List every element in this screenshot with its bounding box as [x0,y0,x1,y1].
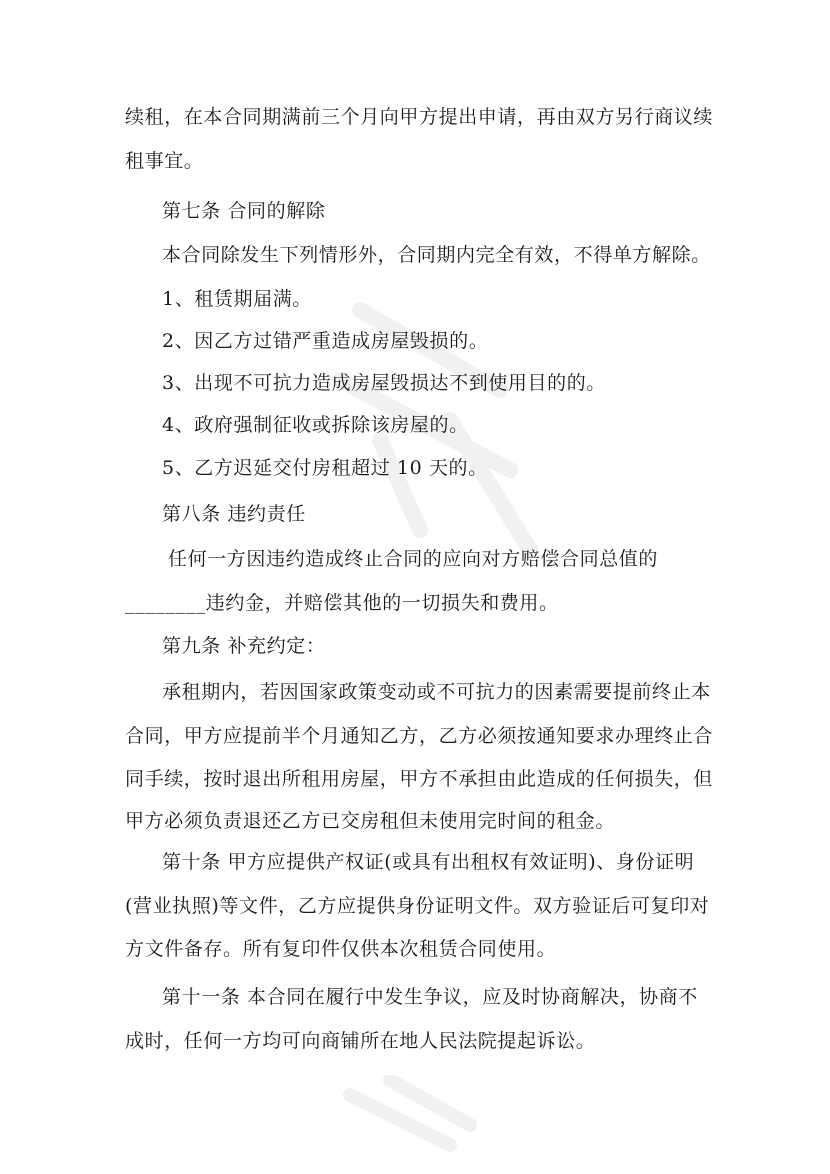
list-item: 4、政府强制征收或拆除该房屋的。 [162,414,469,436]
text-line: 承租期内，若因国家政策变动或不可抗力的因素需要提前终止本 [162,681,711,703]
text-line: (营业执照)等文件，乙方应提供身份证明文件。双方验证后可复印对 [125,895,710,917]
list-item: 5、乙方迟延交付房租超过 10 天的。 [162,457,488,479]
text-line: 任何一方因违约造成终止合同的应向对方赔偿合同总值的 [168,548,659,570]
list-item: 1、租赁期届满。 [162,288,312,310]
text-line: 本合同除发生下列情形外，合同期内完全有效，不得单方解除。 [162,244,711,266]
article-heading: 第七条 合同的解除 [162,200,326,222]
watermark-mark [330,1075,480,1174]
text-line: 甲方必须负责退还乙方已交房租但未使用完时间的租金。 [125,810,616,832]
article-heading: 第八条 违约责任 [162,503,306,525]
text-line: 方文件备存。所有复印件仅供本次租赁合同使用。 [125,938,557,960]
text-line: 同手续，按时退出所租用房屋，甲方不承担由此造成的任何损失，但 [125,768,714,790]
list-item: 2、因乙方过错严重造成房屋毁损的。 [162,330,489,352]
text-line: 第十条 甲方应提供产权证(或具有出租权有效证明)、身份证明 [162,851,695,873]
text-line: 第十一条 本合同在履行中发生争议，应及时协商解决，协商不 [162,986,698,1008]
text-line: 续租，在本合同期满前三个月向甲方提出申请，再由双方另行商议续 [125,106,714,128]
text-line: 成时，任何一方均可向商铺所在地人民法院提起诉讼。 [125,1030,596,1052]
text-line: ________违约金，并赔偿其他的一切损失和费用。 [125,592,559,614]
article-heading: 第九条 补充约定： [162,635,326,657]
text-line: 租事宜。 [125,150,204,172]
text-line: 合同，甲方应提前半个月通知乙方，乙方必须按通知要求办理终止合 [125,725,714,747]
list-item: 3、出现不可抗力造成房屋毁损达不到使用目的的。 [162,372,606,394]
